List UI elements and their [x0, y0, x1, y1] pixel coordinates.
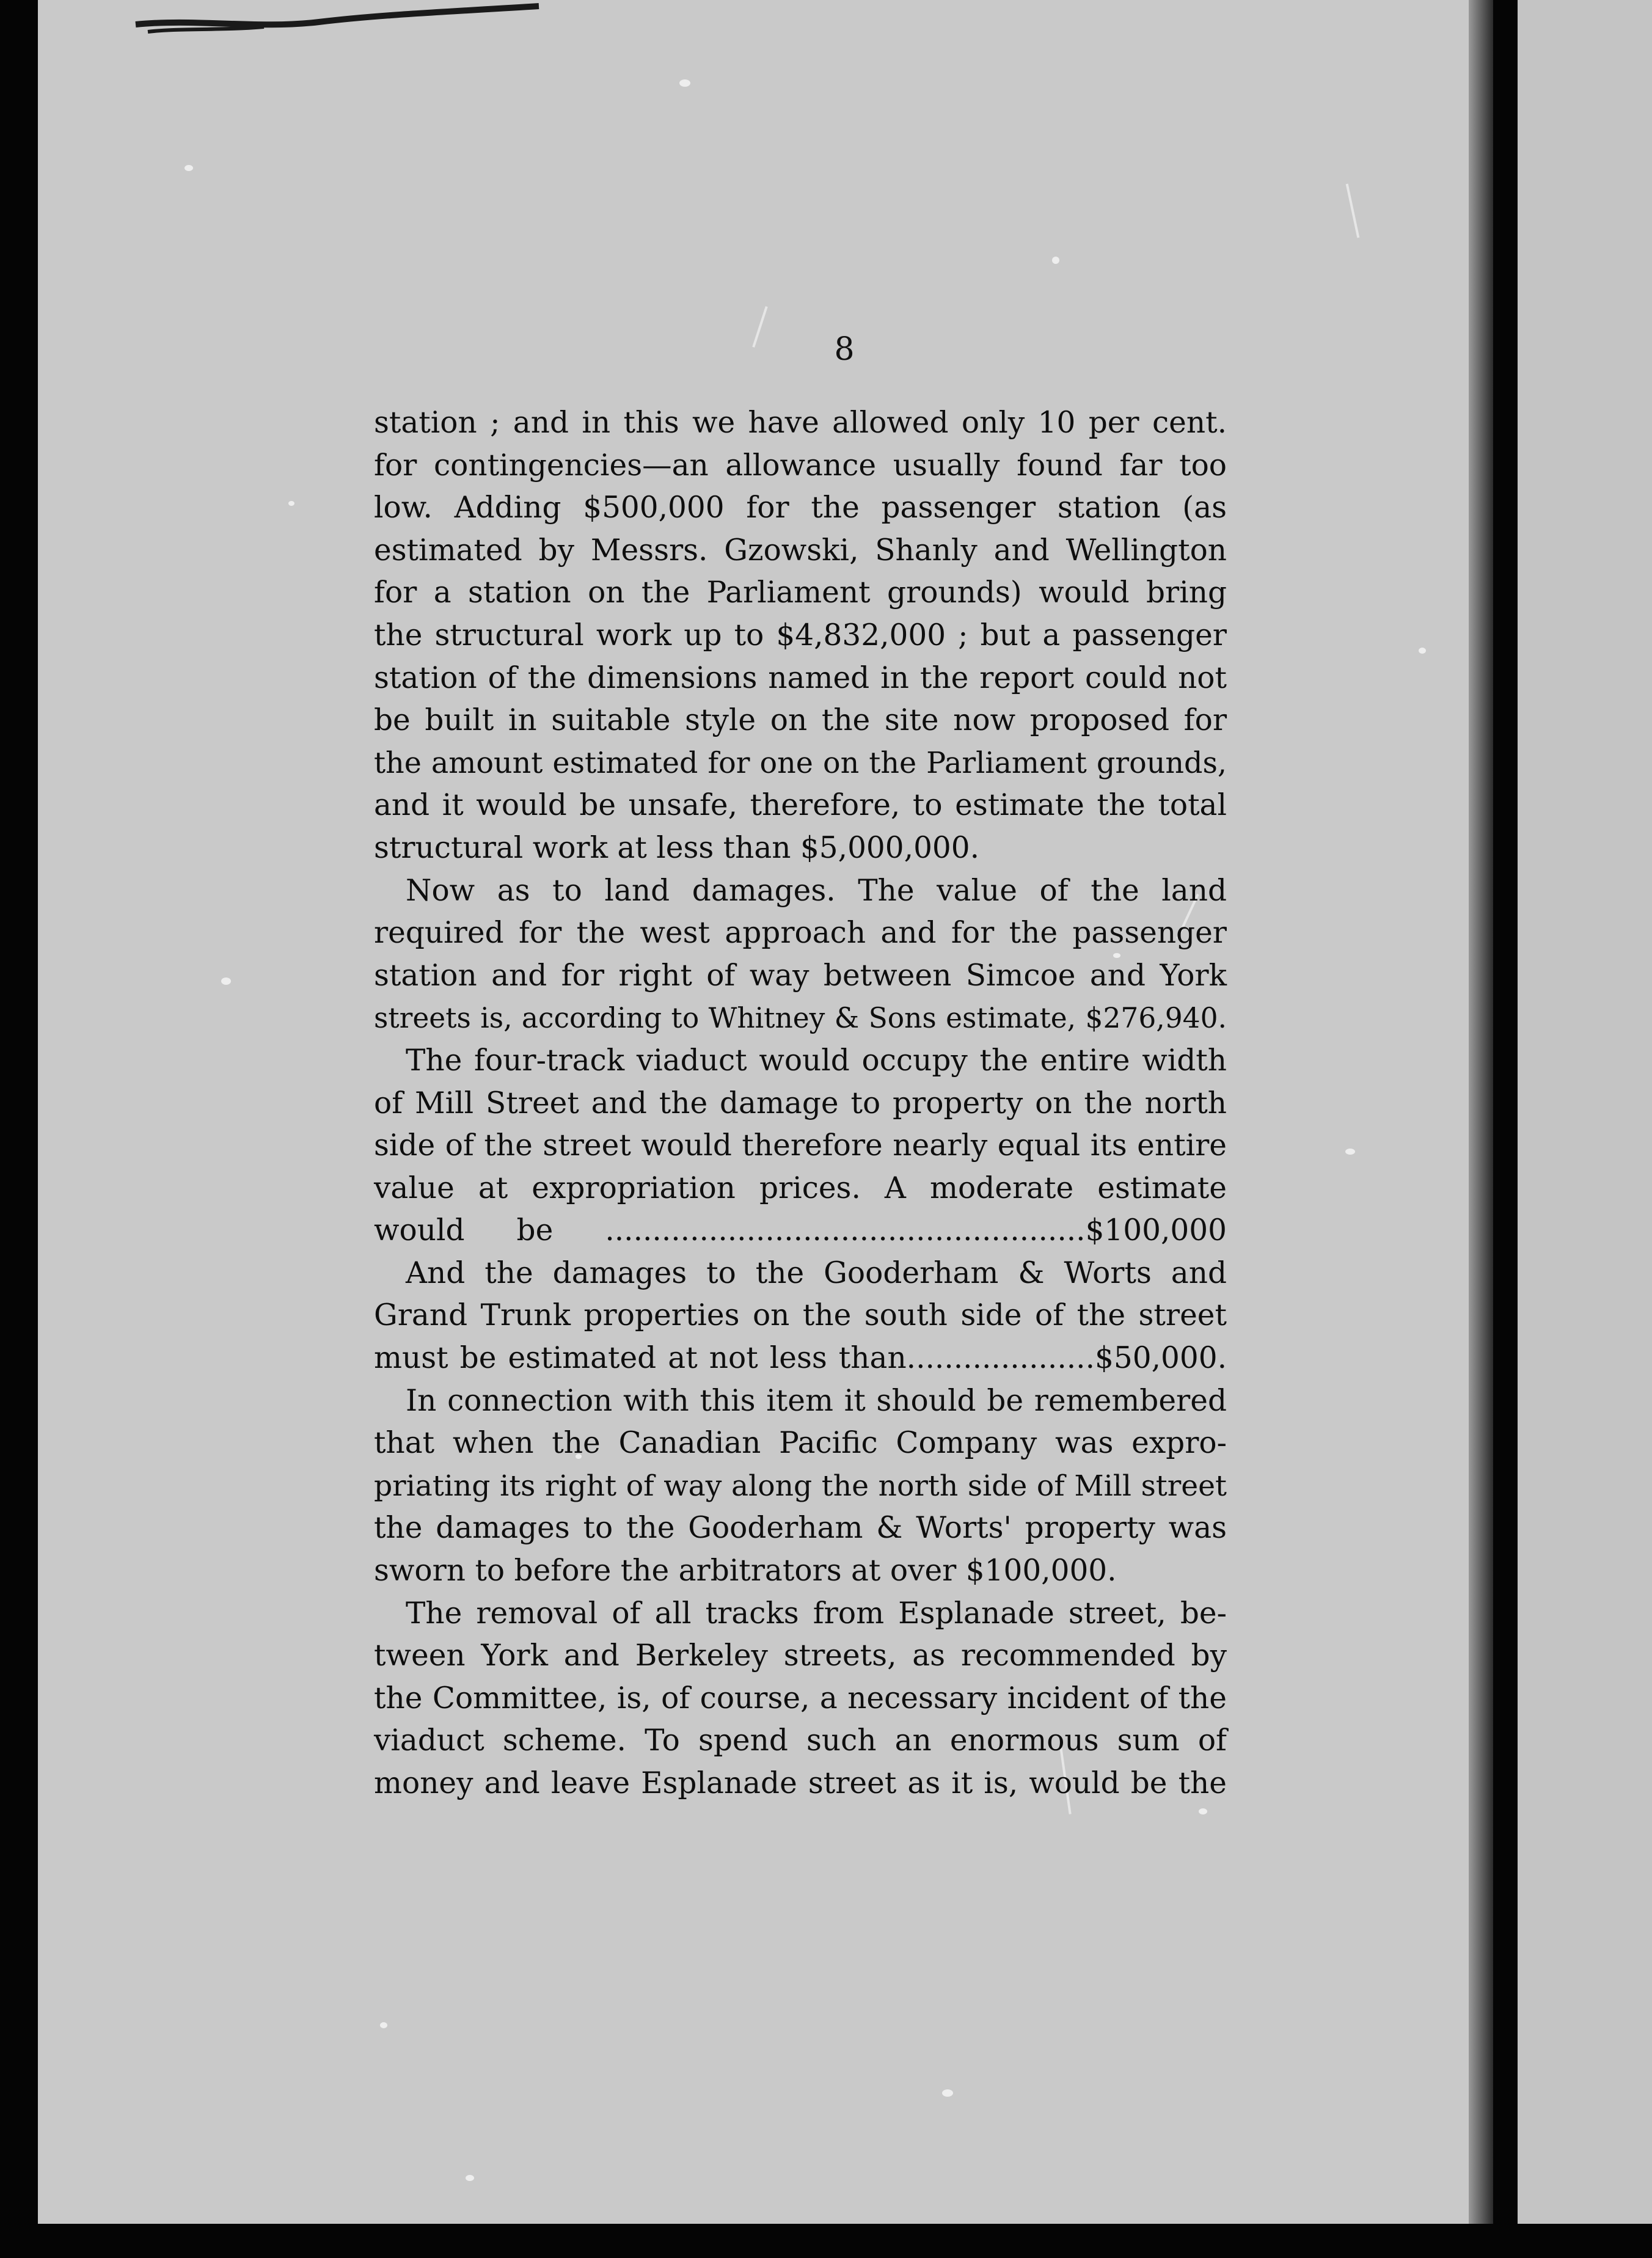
scan-left-border [0, 0, 38, 2258]
text-line: for a station on the Parliament grounds) would bring [374, 575, 1227, 610]
text-line: viaduct scheme. To spend such an enormous sum of [374, 1723, 1227, 1758]
text-line: structural work at less than $5,000,000. [374, 830, 980, 865]
body-text [374, 402, 1227, 1805]
text-line: be built in suitable style on the site now proposed for [374, 703, 1227, 738]
text-line: estimated by Messrs. Gzowski, Shanly and Wellington [374, 533, 1227, 568]
text-line: required for the west approach and for the passenger [374, 916, 1227, 951]
text-line: Now as to land damages. The value of the land [406, 873, 1227, 908]
text-line: sworn to before the arbitrators at over $100,000. [374, 1554, 1117, 1588]
page-number: 8 [834, 331, 855, 368]
text-line: the amount estimated for one on the Parliament grounds, [374, 746, 1227, 780]
text-line: station of the dimensions named in the report could not [374, 660, 1227, 695]
scan-scratch [752, 306, 767, 348]
scan-scratch [1346, 184, 1360, 238]
text-line: the structural work up to $4,832,000 ; but a passenger [374, 618, 1227, 652]
text-line: streets is, according to Whitney & Sons estimate, $276,940. [374, 1002, 1227, 1035]
text-line: the damages to the Gooderham & Worts' property was [374, 1511, 1227, 1546]
text-line: for contingencies—an allowance usually found far too [374, 448, 1227, 483]
scan-speck [1345, 1149, 1355, 1155]
ink-mark-top [123, 0, 551, 37]
book-gutter [1493, 0, 1518, 2258]
text-line: of Mill Street and the damage to property on the north [374, 1086, 1227, 1120]
scan-speck [1419, 648, 1426, 654]
text-line: low. Adding $500,000 for the passenger station (as [374, 491, 1227, 525]
text-line: money and leave Esplanade street as it is, would be the [374, 1766, 1227, 1800]
text-line: priating its right of way along the north side of Mill street [374, 1469, 1227, 1503]
text-line: In connection with this item it should be remembered [406, 1383, 1227, 1418]
text-line: that when the Canadian Pacific Company was expro- [374, 1426, 1227, 1461]
text-line: tween York and Berkeley streets, as recommended by [374, 1639, 1227, 1673]
text-line: station and for right of way between Simcoe and York [374, 958, 1227, 993]
text-line: the Committee, is, of course, a necessary incident of the [374, 1681, 1227, 1715]
scan-speck [466, 2175, 474, 2181]
scan-speck [380, 2022, 387, 2028]
text-line: station ; and in this we have allowed only 10 per cent. [374, 406, 1227, 440]
scan-speck [1199, 1808, 1207, 1814]
text-line: must be estimated at not less than....................$50,000. [374, 1341, 1227, 1376]
text-line: The four-track viaduct would occupy the entire width [406, 1043, 1227, 1078]
text-line: would be ...................................................$100,000 [374, 1213, 1227, 1248]
scan-speck [288, 501, 294, 506]
scan-speck [185, 165, 193, 171]
text-line: value at expropriation prices. A moderate estimate [374, 1171, 1227, 1205]
scan-speck [1052, 257, 1059, 264]
scan-speck [942, 2089, 953, 2097]
text-line: And the damages to the Gooderham & Worts and [406, 1255, 1227, 1290]
scan-speck [679, 79, 690, 87]
text-line: Grand Trunk properties on the south side of the street [374, 1298, 1227, 1333]
text-line: and it would be unsafe, therefore, to estimate the total [374, 788, 1227, 823]
text-line: The removal of all tracks from Esplanade street, be- [406, 1596, 1227, 1631]
scan-bottom-border [0, 2224, 1652, 2258]
page-edge-shadow [1469, 0, 1493, 2224]
scan-speck [221, 977, 231, 985]
text-line: side of the street would therefore nearly equal its entire [374, 1128, 1227, 1163]
adjacent-page-edge [1518, 0, 1652, 2224]
